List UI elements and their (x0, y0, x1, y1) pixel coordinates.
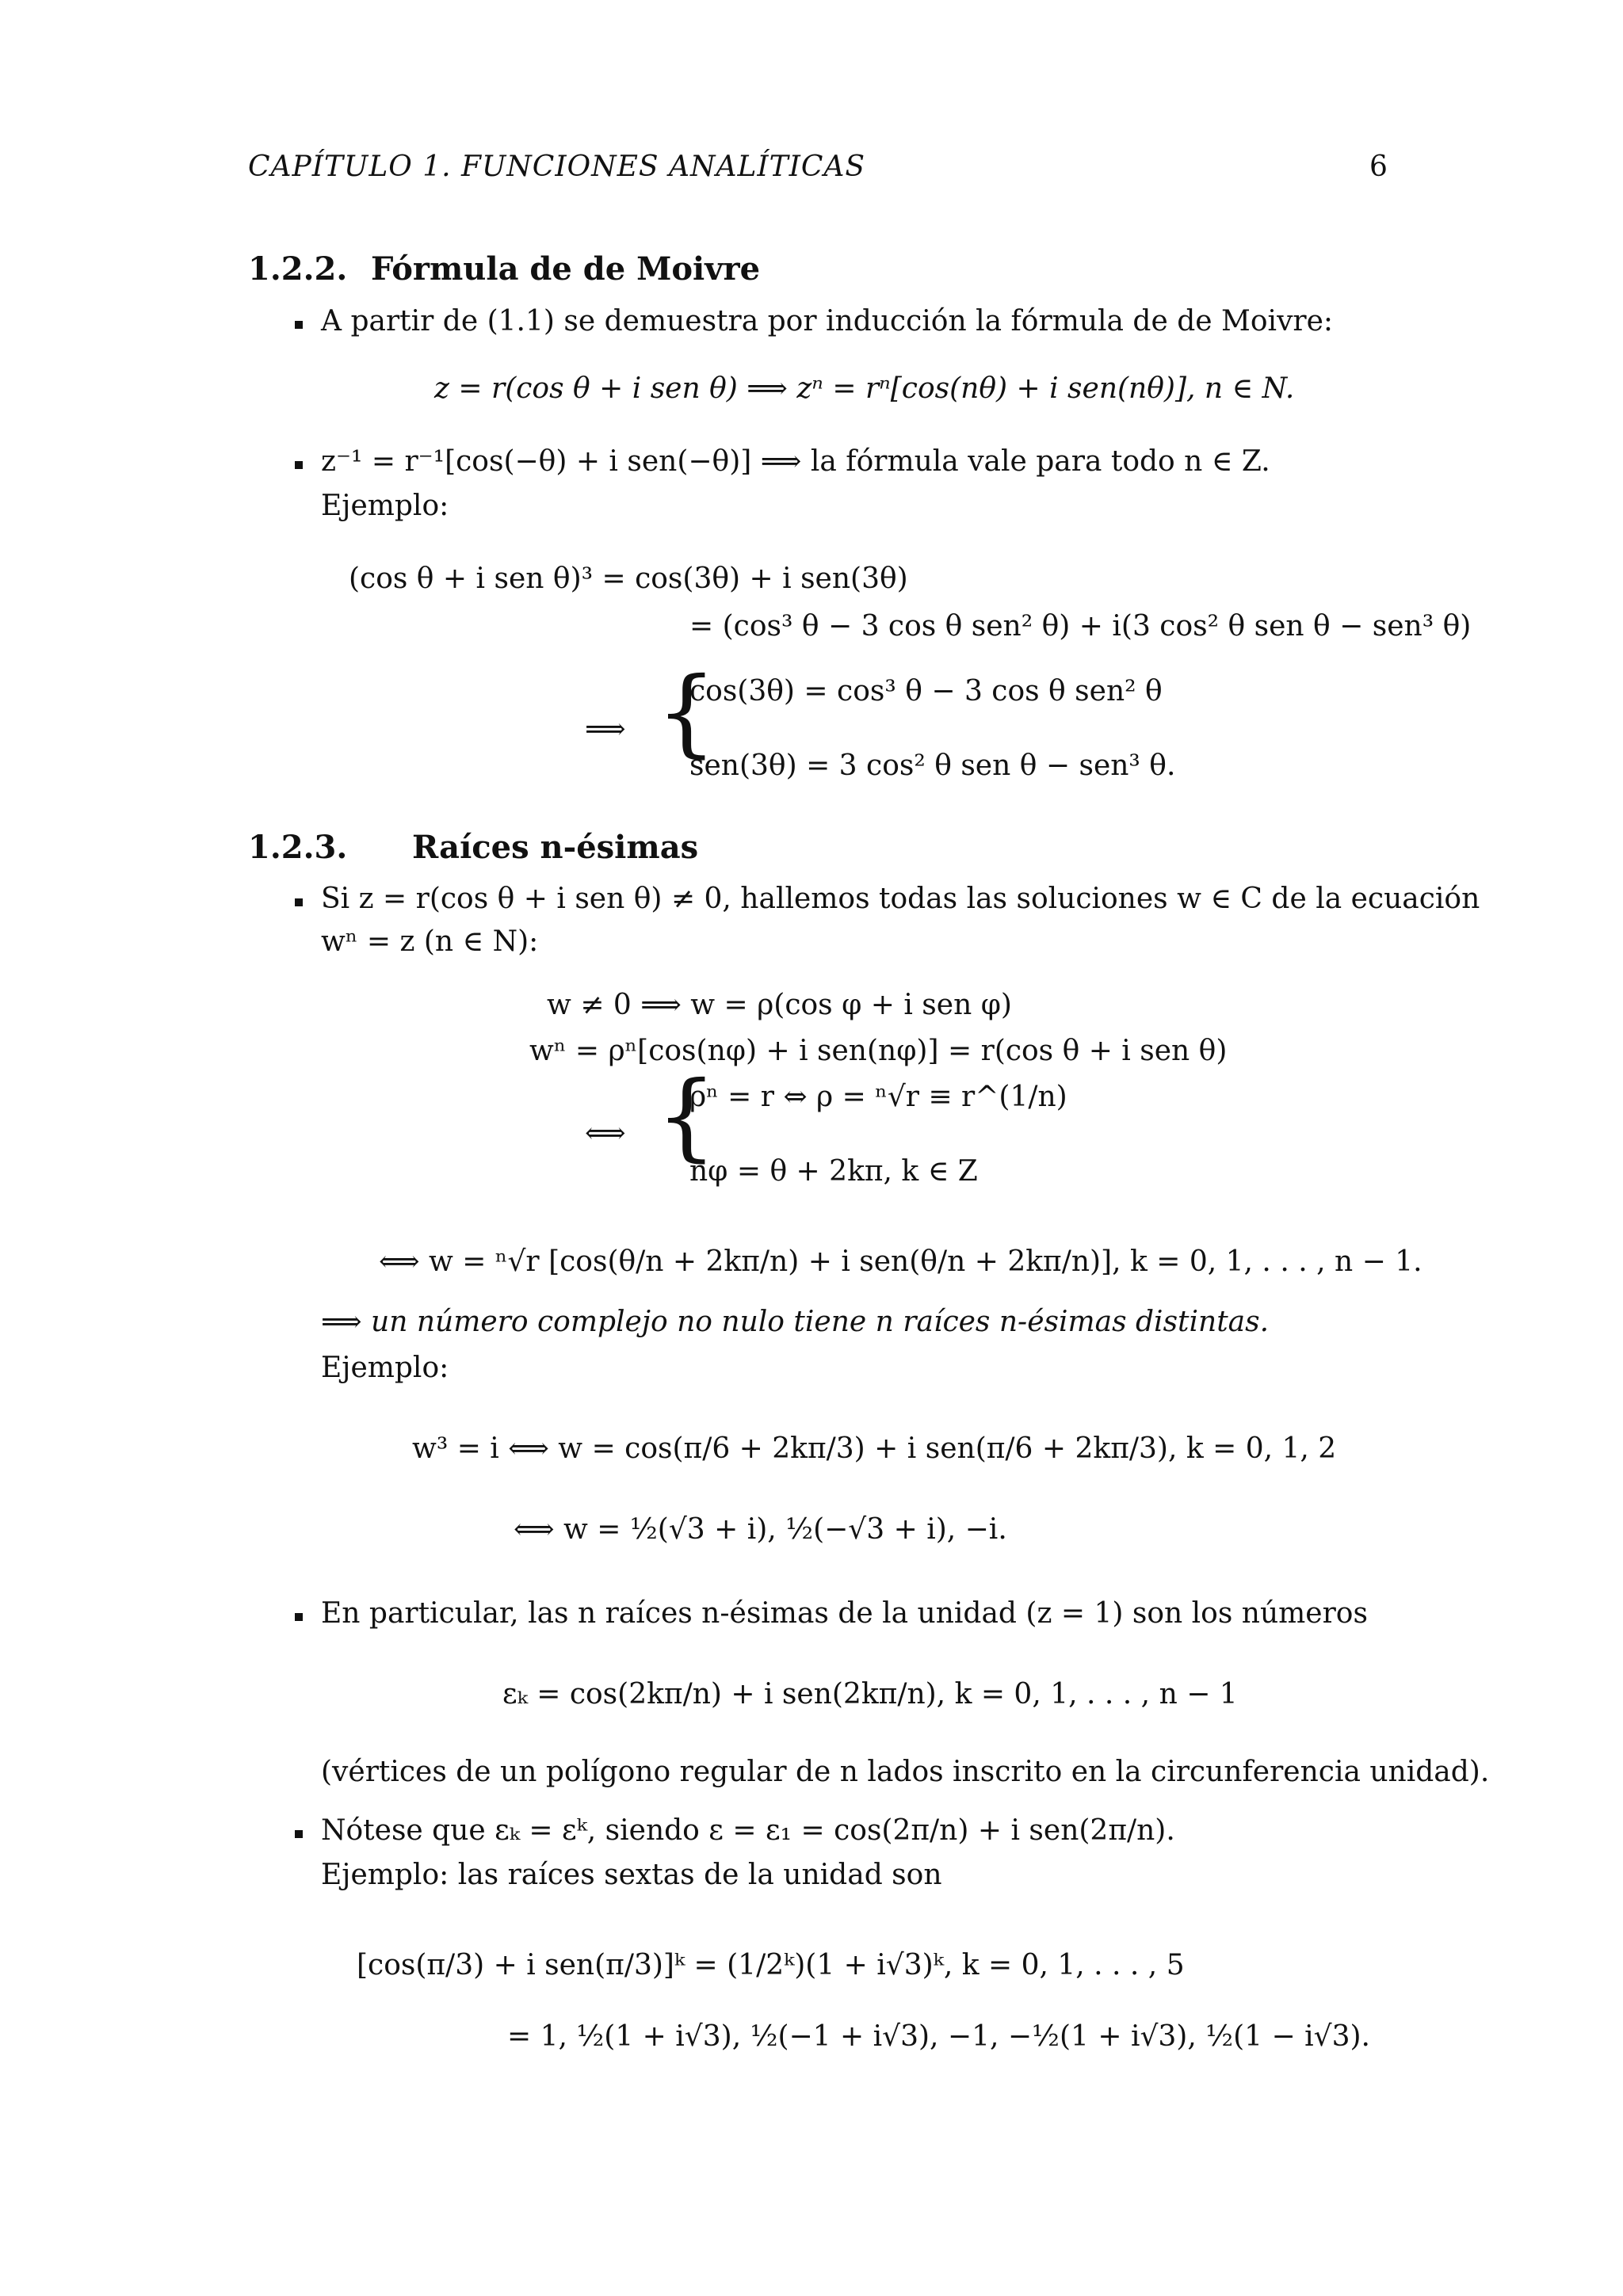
example-label: Ejemplo: (321, 1352, 449, 1384)
section-number: 1.2.2. (248, 250, 348, 288)
paragraph: En particular, las n raíces n-ésimas de la unidad (z = 1) son los números (321, 1597, 1368, 1630)
equation: w³ = i ⟺ w = cos(π/6 + 2kπ/3) + i sen(π/6 + 2kπ/3), k = 0, 1, 2 (412, 1432, 1337, 1465)
equation: εₖ = cos(2kπ/n) + i sen(2kπ/n), k = 0, 1, . . . , n − 1 (502, 1678, 1238, 1711)
example-label: Ejemplo: (321, 490, 449, 522)
section-title: Raíces n-ésimas (412, 829, 699, 866)
bullet-icon (295, 898, 303, 906)
equation: w ≠ 0 ⟹ w = ρ(cos φ + i sen φ) (547, 989, 1012, 1021)
equation: sen(3θ) = 3 cos² θ sen θ − sen³ θ. (689, 749, 1176, 782)
paragraph: Ejemplo: las raíces sextas de la unidad son (321, 1859, 942, 1891)
conclusion-text: ⟹ un número complejo no nulo tiene n raíces n-ésimas distintas. (321, 1306, 1270, 1338)
left-brace: { (656, 658, 717, 768)
running-header: CAPÍTULO 1. FUNCIONES ANALÍTICAS (248, 151, 866, 183)
equation: = (cos³ θ − 3 cos θ sen² θ) + i(3 cos² θ sen θ − sen³ θ) (689, 610, 1472, 643)
equation: (cos θ + i sen θ)³ = cos(3θ) + i sen(3θ) (349, 563, 908, 595)
page-number: 6 (1369, 151, 1388, 183)
implies-symbol: ⟹ (585, 713, 626, 746)
section-number: 1.2.3. (248, 829, 348, 866)
paragraph: Nótese que εₖ = εᵏ, siendo ε = ε₁ = cos(2π/n) + i sen(2π/n). (321, 1814, 1175, 1847)
paragraph: z⁻¹ = r⁻¹[cos(−θ) + i sen(−θ)] ⟹ la fórmula vale para todo n ∈ Z. (321, 445, 1270, 478)
paragraph: A partir de (1.1) se demuestra por inducción la fórmula de de Moivre: (321, 305, 1334, 338)
paragraph: Si z = r(cos θ + i sen θ) ≠ 0, hallemos todas las soluciones w ∈ C de la ecuación (321, 883, 1480, 915)
bullet-icon (295, 1830, 303, 1838)
equation: wⁿ = ρⁿ[cos(nφ) + i sen(nφ)] = r(cos θ + i sen θ) (529, 1035, 1228, 1067)
equation: nφ = θ + 2kπ, k ∈ Z (689, 1155, 978, 1188)
equation: = 1, ½(1 + i√3), ½(−1 + i√3), −1, −½(1 + i√3), ½(1 − i√3). (507, 2020, 1370, 2053)
equation: ρⁿ = r ⇔ ρ = ⁿ√r ≡ r^(1/n) (689, 1081, 1067, 1113)
equation: z = r(cos θ + i sen θ) ⟹ zⁿ = rⁿ[cos(nθ) + i sen(nθ)], n ∈ N. (434, 372, 1295, 405)
equation: cos(3θ) = cos³ θ − 3 cos θ sen² θ (689, 675, 1163, 707)
equation: [cos(π/3) + i sen(π/3)]ᵏ = (1/2ᵏ)(1 + i√3)ᵏ, k = 0, 1, . . . , 5 (357, 1949, 1185, 1981)
bullet-icon (295, 461, 303, 469)
paragraph: (vértices de un polígono regular de n lados inscrito en la circunferencia unidad). (321, 1756, 1490, 1788)
equation: ⟺ w = ½(√3 + i), ½(−√3 + i), −i. (514, 1513, 1007, 1546)
equation: ⟺ w = ⁿ√r [cos(θ/n + 2kπ/n) + i sen(θ/n + 2kπ/n)], k = 0, 1, . . . , n − 1. (379, 1245, 1423, 1278)
left-brace: { (656, 1062, 717, 1172)
iff-symbol: ⟺ (585, 1117, 626, 1150)
bullet-icon (295, 1613, 303, 1621)
bullet-icon (295, 321, 303, 329)
paragraph: wⁿ = z (n ∈ N): (321, 925, 539, 958)
section-title: Fórmula de de Moivre (371, 250, 761, 288)
